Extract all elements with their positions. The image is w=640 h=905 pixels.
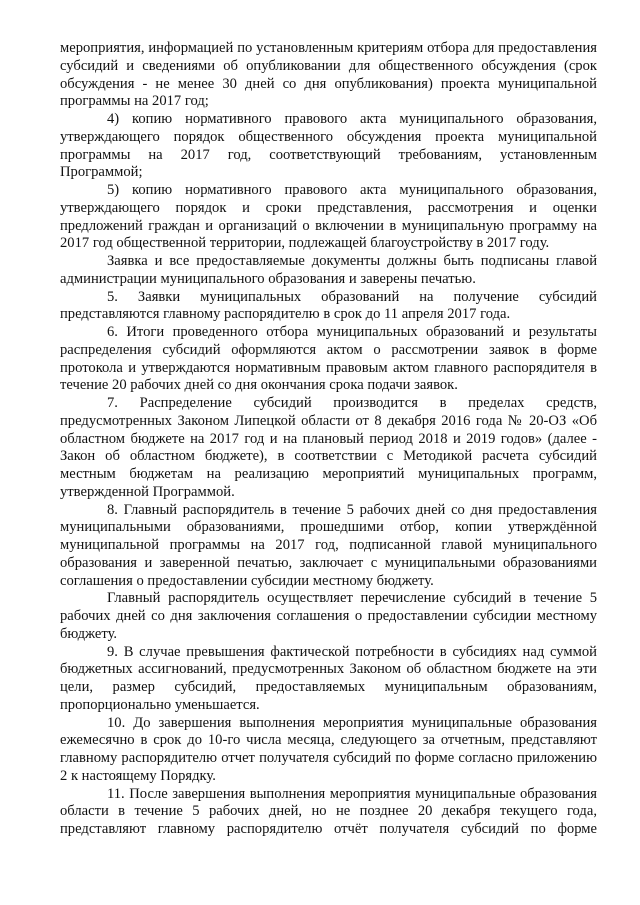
paragraph-item-4: 4) копию нормативного правового акта муниципального образования, утверждающего порядок общественного обсуждения проекта муниципальной программы на 2017 год, соответствующий требованиям, установленным Программой; [60, 111, 597, 181]
paragraph-section-8: 8. Главный распорядитель в течение 5 рабочих дней со дня предоставления муниципальными образованиями, прошедшими отбор, копии утверждённой муниципальной программы на 2017 год, подписанной главой муниципального образования и заверенной печатью, заключает с муниципальными образованиями соглашения о предоставлении субсидии местному бюджету. [60, 501, 597, 589]
paragraph-section-5: 5. Заявки муниципальных образований на получение субсидий представляются главному распорядителю в срок до 11 апреля 2017 года. [60, 288, 597, 323]
paragraph-section-6: 6. Итоги проведенного отбора муниципальных образований и результаты распределения субсидий оформляются актом о рассмотрении заявок в форме протокола и утверждаются нормативным правовым актом главного распорядителя в течение 20 рабочих дней со дня окончания срока подачи заявок. [60, 324, 597, 394]
paragraph-transfer: Главный распорядитель осуществляет перечисление субсидий в течение 5 рабочих дней со дня заключения соглашения о предоставлении субсидии местному бюджету. [60, 590, 597, 642]
paragraph-section-9: 9. В случае превышения фактической потребности в субсидиях над суммой бюджетных ассигнований, предусмотренных Законом об областном бюджете на эти цели, размер субсидий, предоставляемых муниципальным образованиям, пропорционально уменьшается. [60, 643, 597, 713]
paragraph-section-11: 11. После завершения выполнения мероприятия муниципальные образования области в течение 5 рабочих дней, но не позднее 20 декабря текущего года, представляют главному распорядителю отчёт получателя субсидий по форме [60, 785, 597, 837]
paragraph-section-7: 7. Распределение субсидий производится в пределах средств, предусмотренных Законом Липецкой области от 8 декабря 2016 года № 20-ОЗ «Об областном бюджете на 2017 год и на плановый период 2018 и 2019 годов» (далее - Закон об областном бюджете), в соответствии с Методикой расчета субсидий местным бюджетам на реализацию мероприятий муниципальных программ, утвержденной Программой. [60, 395, 597, 500]
document-page [60, 40, 597, 839]
paragraph-section-10: 10. До завершения выполнения мероприятия муниципальные образования ежемесячно в срок до 10-го числа месяца, следующего за отчетным, представляют главному распорядителю отчет получателя субсидий по форме согласно приложению 2 к настоящему Порядку. [60, 714, 597, 784]
paragraph-item-5: 5) копию нормативного правового акта муниципального образования, утверждающего порядок и сроки представления, рассмотрения и оценки предложений граждан и организаций о включении в муниципальную программу на 2017 год общественной территории, подлежащей благоустройству в 2017 году. [60, 182, 597, 252]
paragraph-continuation: мероприятия, информацией по установленным критериям отбора для предоставления субсидий и сведениями об опубликовании для общественного обсуждения (срок обсуждения - не менее 30 дней со дня опубликования) проекта муниципальной программы на 2017 год; [60, 40, 597, 110]
paragraph-signature-note: Заявка и все предоставляемые документы должны быть подписаны главой администрации муниципального образования и заверены печатью. [60, 253, 597, 287]
